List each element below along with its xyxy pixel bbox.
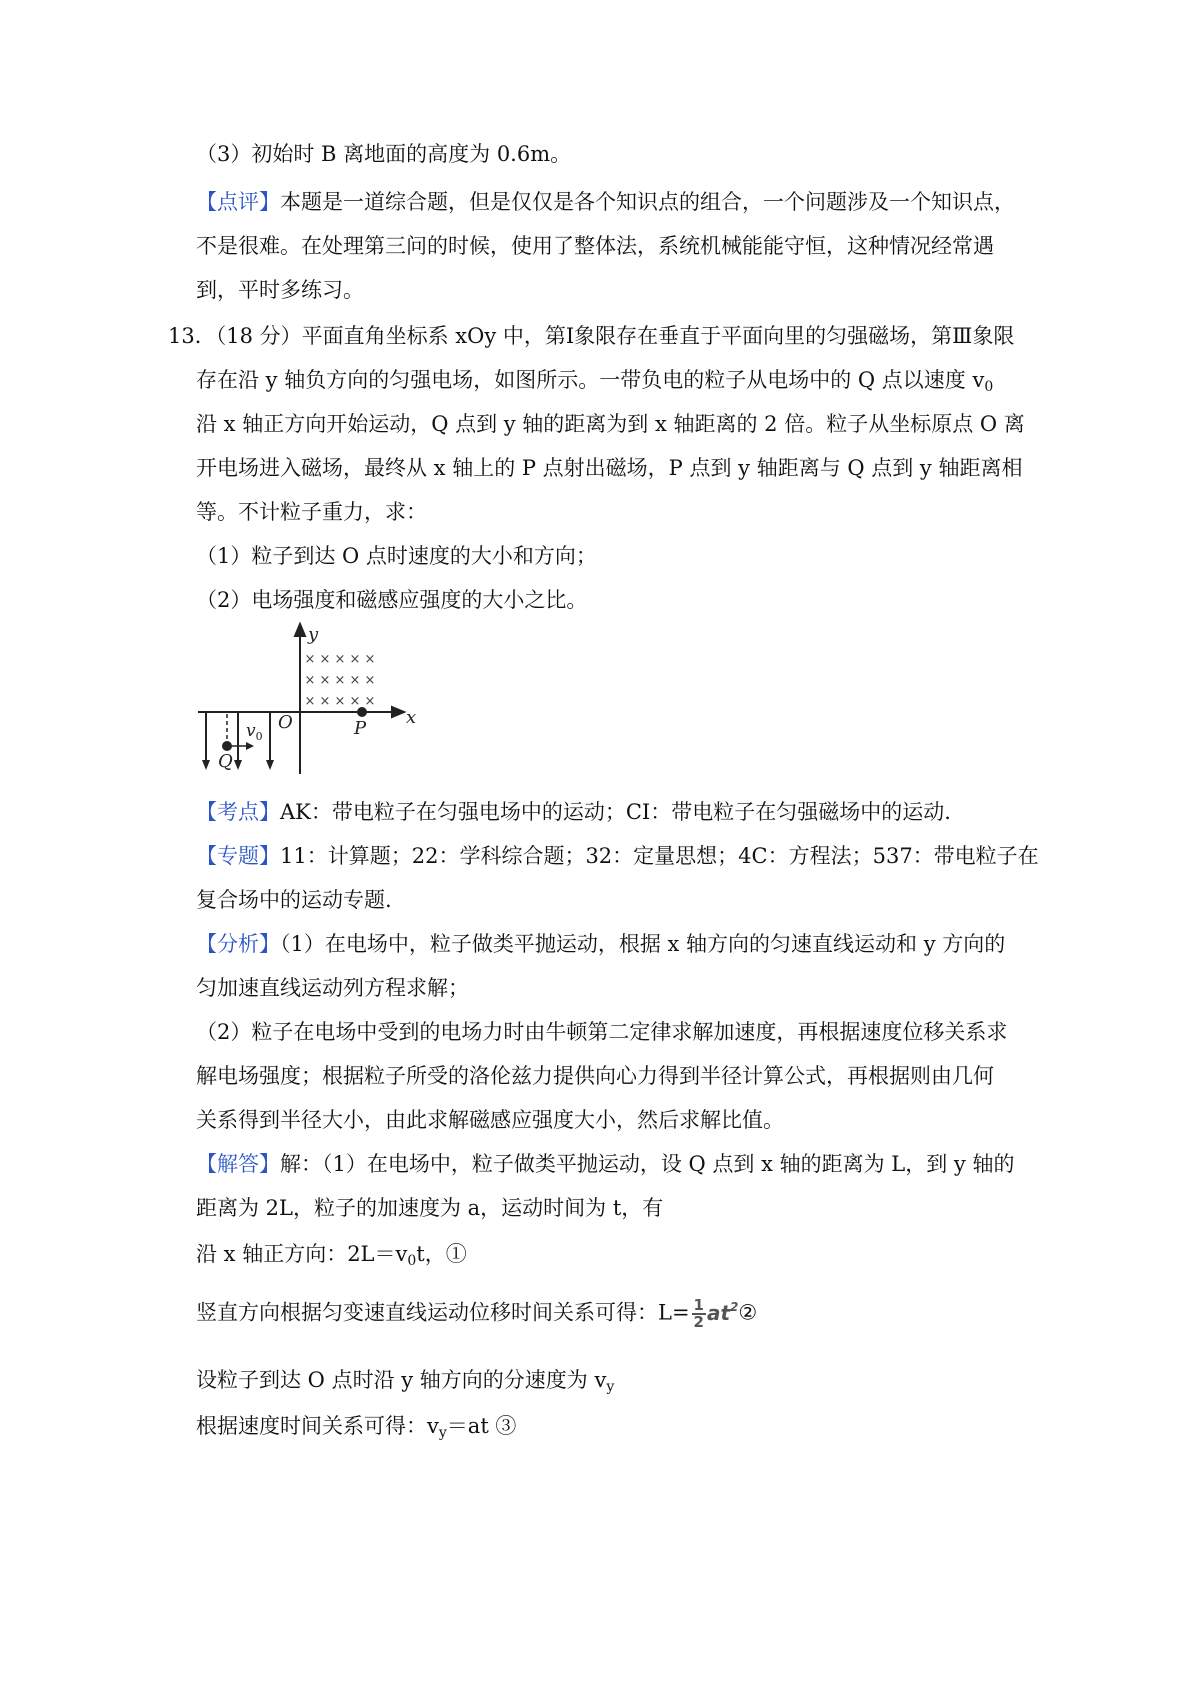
line-analysis-2: 匀加速直线运动列方程求解； [196,976,469,1000]
field-x: × [304,673,316,688]
question-13-line-3: 沿 x 轴正方向开始运动，Q 点到 y 轴的距离为到 x 轴距离的 2 倍。粒子从坐标原点 O 离 [196,412,1025,436]
y-axis-arrow [295,624,305,636]
comment-text: 本题是一道综合题，但是仅仅是各个知识点的组合，一个问题涉及一个知识点， [280,190,1015,214]
field-x: × [364,694,376,709]
equation-2: 竖直方向根据匀变速直线运动位移时间关系可得：L= $\frac{1}{2}$ $at^2②$ [196,1296,758,1331]
magnetic-field [305,652,376,709]
q-label: Q [218,751,233,772]
topic-text: 11：计算题；22：学科综合题；32：定量思想；4C：方程法；537：带电粒子在 [280,844,1039,868]
equation-1: 沿 x 轴正方向：$2L=v_0t$，① [196,1242,467,1269]
field-x: × [304,652,316,667]
keypoint-tag: 【考点】 [196,800,280,824]
field-x: × [364,652,376,667]
field-x: × [334,652,346,667]
equation-3: 根据速度时间关系可得：$v_y=at$ ③ [196,1414,517,1441]
question-13-line-1: 13．（18 分）平面直角坐标系 xOy 中，第Ⅰ象限存在垂直于平面向里的匀强磁场，第Ⅲ象限 [168,324,1015,348]
line-solution-2: 距离为 2L，粒子的加速度为 a，运动时间为 t，有 [196,1196,664,1220]
point-p [358,708,366,716]
x-axis-label: x [406,707,417,728]
analysis-tag: 【分析】 [196,932,280,956]
x-axis-arrow [392,707,404,717]
comment-tag: 【点评】 [196,190,280,214]
fraction-half: $\frac{1}{2}$ [693,1296,704,1331]
field-x: × [319,694,331,709]
velocity-label: $v_0$ [246,721,263,743]
y-axis-label: y [308,624,319,645]
sub-question-1: （1）粒子到达 O 点时速度的大小和方向； [196,544,597,568]
solution-text: 解：（1）在电场中，粒子做类平抛运动，设 Q 点到 x 轴的距离为 L，到 y 轴的 [280,1152,1015,1176]
line-solution [196,1150,1015,1178]
field-x: × [349,652,361,667]
field-x: × [334,694,346,709]
field-x: × [349,673,361,688]
line-topic-2: 复合场中的运动专题. [196,888,392,912]
coordinate-diagram [196,622,428,778]
analysis-text: （1）在电场中，粒子做类平抛运动，根据 x 轴方向的匀速直线运动和 y 方向的 [280,932,1006,956]
line-comment-3: 到，平时多练习。 [196,278,364,302]
at-squared: $at^2$ [706,1299,739,1325]
line-topic [196,842,1039,870]
line-analysis-3: （2）粒子在电场中受到的电场力时由牛顿第二定律求解加速度，再根据速度位移关系求 [196,1020,1008,1044]
point-q [223,742,231,750]
line-comment-2: 不是很难。在处理第三问的时候，使用了整体法，系统机械能能守恒，这种情况经常遇 [196,234,994,258]
field-x: × [349,694,361,709]
field-x: × [364,673,376,688]
line-analysis-4: 解电场强度；根据粒子所受的洛伦兹力提供向心力得到半径计算公式，再根据则由几何 [196,1064,994,1088]
field-x: × [319,652,331,667]
sub-question-2: （2）电场强度和磁感应强度的大小之比。 [196,588,588,612]
keypoint-text: AK：带电粒子在匀强电场中的运动；CI：带电粒子在匀强磁场中的运动. [280,800,951,824]
line-keypoint [196,798,951,826]
solution-tag: 【解答】 [196,1152,280,1176]
line-analysis [196,930,1006,958]
line-answer-3: （3）初始时 B 离地面的高度为 0.6m。 [196,142,572,166]
line-analysis-5: 关系得到半径大小，由此求解磁感应强度大小，然后求解比值。 [196,1108,784,1132]
field-x: × [334,673,346,688]
field-x: × [304,694,316,709]
p-label: P [354,718,367,739]
question-13-line-5: 等。不计粒子重力，求： [196,500,427,524]
line-comment [196,188,1015,216]
topic-tag: 【专题】 [196,844,280,868]
field-x: × [319,673,331,688]
origin-label: O [278,712,293,733]
line-vy-definition: 设粒子到达 O 点时沿 y 轴方向的分速度为 $v_y$ [196,1368,615,1395]
question-13-line-2: 存在沿 y 轴负方向的匀强电场，如图所示。一带负电的粒子从电场中的 Q 点以速度 $v_0$ [196,368,994,395]
question-13-line-4: 开电场进入磁场，最终从 x 轴上的 P 点射出磁场，P 点到 y 轴距离与 Q 点到 y 轴距离相 [196,456,1023,480]
